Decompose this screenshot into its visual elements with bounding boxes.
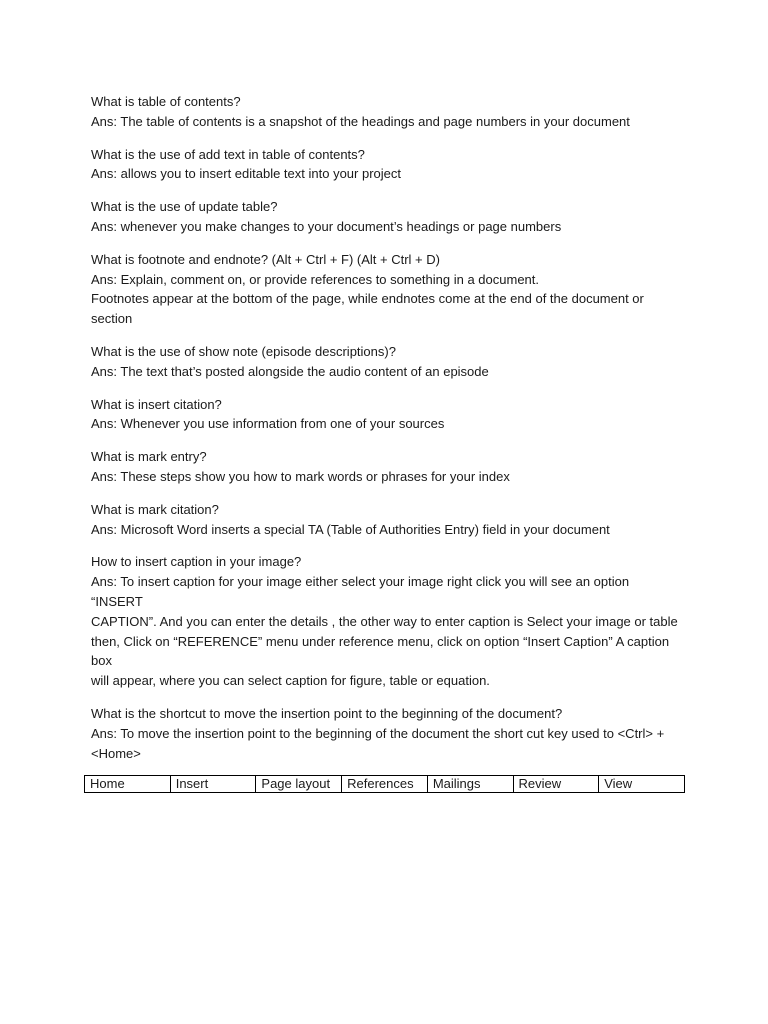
- ribbon-tabs-table: [84, 775, 685, 793]
- answer-text: then, Click on “REFERENCE” menu under reference menu, click on option “Insert Caption” A caption box: [91, 633, 670, 669]
- qa-item: [91, 145, 681, 185]
- qa-item: [91, 704, 681, 763]
- qa-item: [91, 552, 681, 691]
- answer-text: Ans: allows you to insert editable text into your project: [91, 166, 401, 182]
- table-cell-home: Home: [85, 776, 171, 793]
- qa-item: [91, 447, 681, 487]
- question-text: What is footnote and endnote? (Alt + Ctrl + F) (Alt + Ctrl + D): [91, 251, 440, 267]
- question-text: What is the shortcut to move the insertion point to the beginning of the document?: [91, 705, 563, 721]
- answer-text: will appear, where you can select caption for figure, table or equation.: [91, 673, 490, 689]
- table-cell-insert: Insert: [170, 776, 256, 793]
- answer-text: Ans: To insert caption for your image either select your image right click you will see an option “INSERT: [91, 574, 630, 609]
- qa-item: [91, 395, 681, 435]
- answer-text: section: [91, 311, 133, 327]
- answer-text: Ans: Whenever you use information from one of your sources: [91, 416, 445, 432]
- question-text: What is mark entry?: [91, 449, 207, 465]
- answer-text: Ans: To move the insertion point to the beginning of the document the short cut key used to <Ctrl> +: [91, 725, 665, 741]
- table-cell-review: Review: [513, 776, 599, 793]
- answer-text: Footnotes appear at the bottom of the page, while endnotes come at the end of the document or: [91, 291, 644, 307]
- qa-item: [91, 250, 681, 329]
- answer-text: Ans: The table of contents is a snapshot of the headings and page numbers in your document: [91, 113, 630, 129]
- table-cell-page-layout: Page layout: [256, 776, 342, 793]
- table-cell-references: References: [342, 776, 428, 793]
- answer-text: Ans: whenever you make changes to your document’s headings or page numbers: [91, 218, 562, 234]
- qa-item: [91, 92, 681, 132]
- question-text: What is mark citation?: [91, 501, 219, 517]
- answer-text: Ans: Explain, comment on, or provide references to something in a document.: [91, 271, 540, 287]
- qa-item: [91, 500, 681, 540]
- qa-item: [91, 197, 681, 237]
- question-text: How to insert caption in your image?: [91, 554, 302, 570]
- question-text: What is the use of update table?: [91, 199, 278, 215]
- question-text: What is the use of add text in table of contents?: [91, 146, 365, 162]
- answer-text: Ans: These steps show you how to mark words or phrases for your index: [91, 468, 510, 484]
- question-text: What is table of contents?: [91, 94, 241, 109]
- answer-text: Ans: The text that’s posted alongside the audio content of an episode: [91, 363, 489, 379]
- question-text: What is the use of show note (episode descriptions)?: [91, 343, 396, 359]
- answer-text: <Home>: [91, 745, 141, 761]
- table-cell-mailings: Mailings: [427, 776, 513, 793]
- answer-text: Ans: Microsoft Word inserts a special TA (Table of Authorities Entry) field in your document: [91, 521, 610, 537]
- question-text: What is insert citation?: [91, 396, 222, 412]
- qa-item: [91, 342, 681, 382]
- table-cell-view: View: [599, 776, 685, 793]
- qa-list: [91, 92, 681, 776]
- ribbon-tabs-row: [85, 776, 685, 793]
- answer-text: CAPTION”. And you can enter the details , the other way to enter caption is Select your image or table: [91, 613, 678, 629]
